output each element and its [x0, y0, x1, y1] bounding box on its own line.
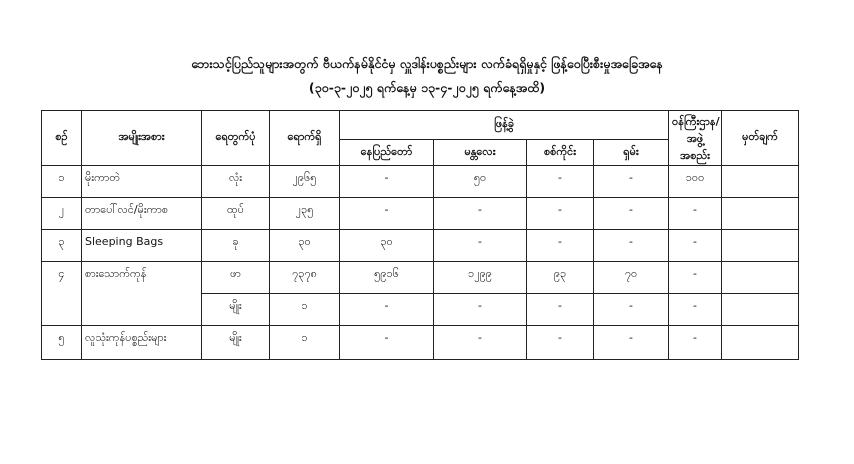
table-row	[42, 230, 799, 262]
cell-received: ၇၃၇၈	[270, 262, 340, 294]
cell-received: ၂၃၅	[270, 198, 340, 230]
cell-unit: ခု	[202, 230, 270, 262]
cell-region-2: -	[434, 294, 527, 326]
col-header-remarks: မှတ်ချက်	[722, 111, 799, 166]
cell-region-2: -	[434, 326, 527, 360]
cell-region-4: -	[594, 166, 669, 198]
cell-ministry: -	[669, 230, 722, 262]
document-subtitle: (၃၀-၃-၂၀၂၅ ရက်နေ့မှ ၁၃-၄-၂၀၂၅ ရက်နေ့အထိ)	[308, 80, 546, 95]
cell-region-1: -	[340, 166, 434, 198]
cell-region-4: -	[594, 198, 669, 230]
cell-region-3: ၉၃	[527, 262, 594, 294]
cell-unit: ဖာ	[202, 262, 270, 294]
col-header-region-3: စစ်ကိုင်း	[527, 140, 594, 166]
cell-received: ၃၀	[270, 230, 340, 262]
cell-remarks	[722, 326, 799, 360]
cell-ministry: -	[669, 294, 722, 326]
col-header-received: ရောက်ရှိ	[270, 111, 340, 166]
col-header-item: အမျိုးအစား	[82, 111, 202, 166]
cell-region-1: -	[340, 326, 434, 360]
cell-region-3: -	[527, 294, 594, 326]
col-header-region-2: မန္တလေး	[434, 140, 527, 166]
cell-ministry: ၁၀၀	[669, 166, 722, 198]
cell-ministry: -	[669, 326, 722, 360]
cell-region-1: ၃၀	[340, 230, 434, 262]
col-header-ministry: ဝန်ကြီးဌာန/ အဖွဲ့အစည်း	[669, 111, 722, 166]
header-row-1	[42, 111, 799, 140]
cell-unit: လုံး	[202, 166, 270, 198]
table-row	[42, 326, 799, 360]
cell-no: ၃	[42, 230, 82, 262]
cell-item: လူသုံးကုန်ပစ္စည်းများ	[82, 326, 202, 360]
cell-no: ၄	[42, 262, 82, 326]
cell-item: မိုးကာတဲ	[82, 166, 202, 198]
col-header-region-4: ရှမ်း	[594, 140, 669, 166]
cell-item: စားသောက်ကုန်	[82, 262, 202, 326]
col-header-no: စဉ်	[42, 111, 82, 166]
cell-unit: မျိုး	[202, 326, 270, 360]
cell-item: Sleeping Bags	[82, 230, 202, 262]
cell-region-2: ၅၀	[434, 166, 527, 198]
cell-received: ၁	[270, 294, 340, 326]
cell-region-1: ၅၉၁၆	[340, 262, 434, 294]
cell-unit: ထုပ်	[202, 198, 270, 230]
table-row	[42, 262, 799, 294]
cell-region-2: ၁၂၉၉	[434, 262, 527, 294]
cell-ministry: -	[669, 262, 722, 294]
cell-region-4: -	[594, 230, 669, 262]
cell-region-4: -	[594, 326, 669, 360]
distribution-table	[41, 110, 799, 360]
cell-region-3: -	[527, 166, 594, 198]
cell-remarks	[722, 262, 799, 294]
cell-no: ၂	[42, 198, 82, 230]
cell-region-4: -	[594, 294, 669, 326]
cell-region-4: ၇၀	[594, 262, 669, 294]
cell-no: ၅	[42, 326, 82, 360]
table-row	[42, 166, 799, 198]
cell-remarks	[722, 166, 799, 198]
document-title: ဘေးသင့်ပြည်သူများအတွက် ဗီယက်နမ်နိုင်ငံမှ လှူဒါန်းပစ္စည်းများ လက်ခံရရှိမှုနှင့် ဖြန့်ဝေပြီးစီးမှုအခြေအနေ	[191, 56, 663, 71]
cell-region-3: -	[527, 326, 594, 360]
cell-no: ၁	[42, 166, 82, 198]
col-header-unit: ရေတွက်ပုံ	[202, 111, 270, 166]
cell-item: တာပေါ်လင်/မိုးကာစ	[82, 198, 202, 230]
cell-unit: မျိုး	[202, 294, 270, 326]
cell-remarks	[722, 230, 799, 262]
cell-region-3: -	[527, 198, 594, 230]
cell-region-1: -	[340, 294, 434, 326]
cell-received: ၂၉၆၅	[270, 166, 340, 198]
table-row	[42, 198, 799, 230]
cell-ministry: -	[669, 198, 722, 230]
col-header-region-1: နေပြည်တော်	[340, 140, 434, 166]
cell-region-3: -	[527, 230, 594, 262]
cell-region-1: -	[340, 198, 434, 230]
cell-region-2: -	[434, 230, 527, 262]
cell-region-2: -	[434, 198, 527, 230]
cell-remarks	[722, 198, 799, 230]
cell-received: ၁	[270, 326, 340, 360]
col-header-distributed: ဖြန့်ခွဲ	[340, 111, 669, 140]
cell-remarks	[722, 294, 799, 326]
